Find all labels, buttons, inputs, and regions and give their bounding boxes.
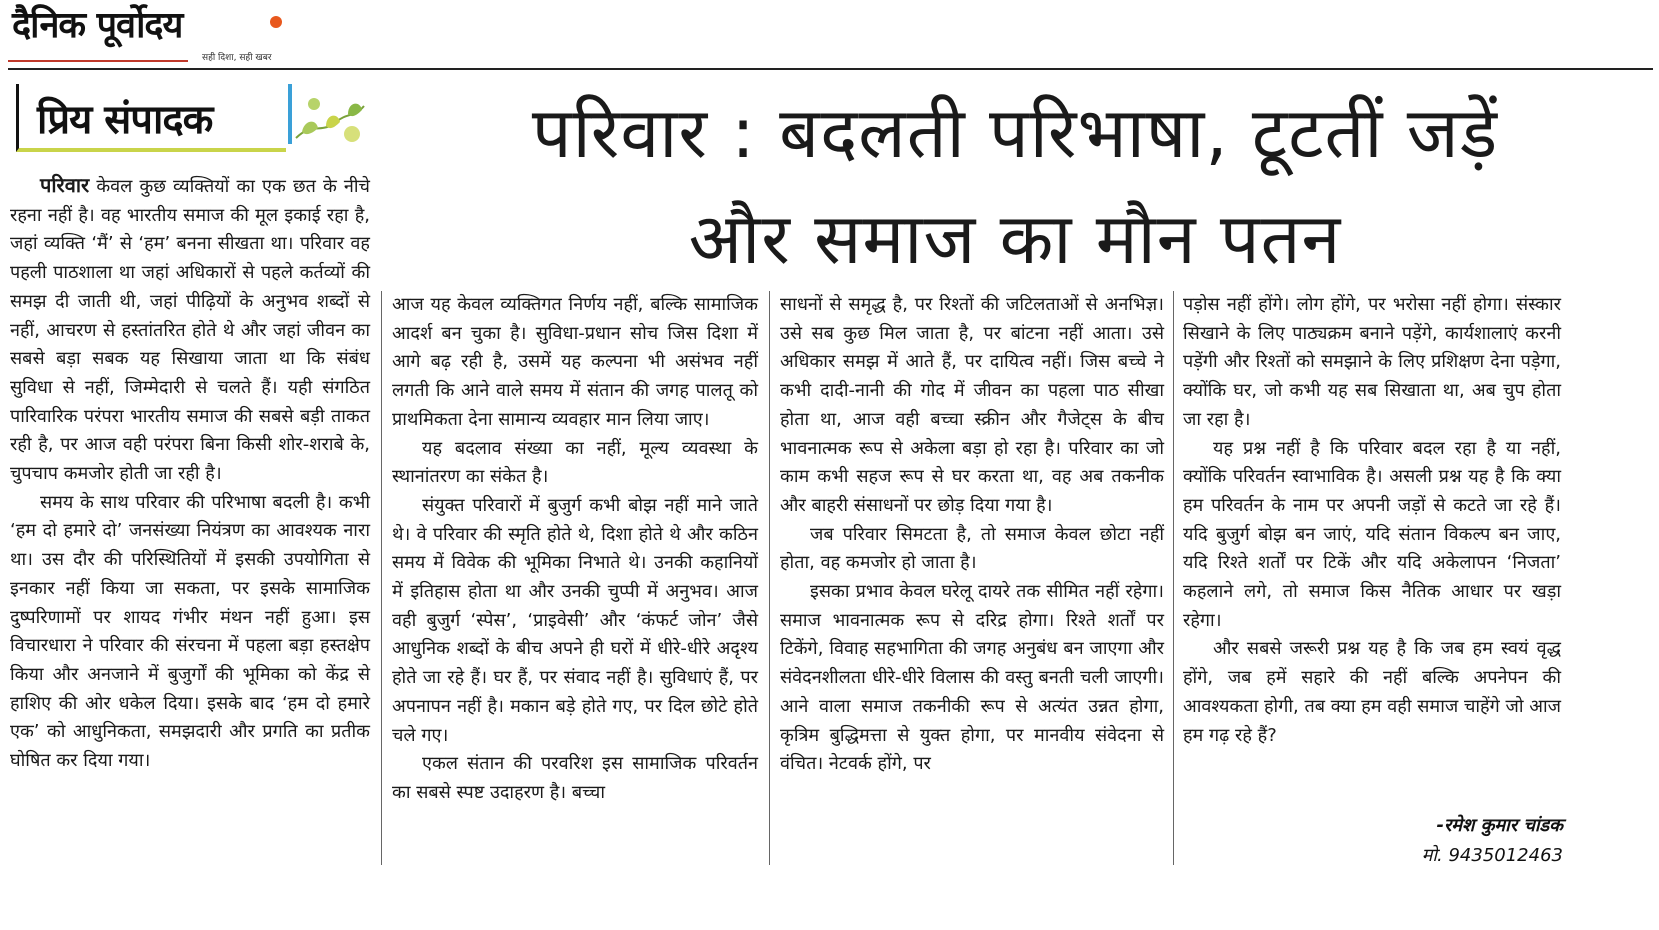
paragraph: साधनों से समृद्ध है, पर रिश्तों की जटिलताओं से अनभिज्ञ। उसे सब कुछ मिल जाता है, पर बांटना नहीं आता। उसे अधिकार समझ में आते हैं, पर दायित्व नहीं। जिस बच्चे ने कभी दादी-नानी की गोद में जीवन का पहला पाठ सीखा होता था, आज वही बच्चा स्क्रीन और गैजेट्स के बीच भावनात्मक रूप से अकेला बड़ा हो रहा है। परिवार का जो काम कभी सहज रूप से घर करता था, वह अब तकनीक और बाहरी संसाधनों पर छोड़ दिया गया है।	[780, 294, 1164, 516]
masthead-accent-rule	[8, 60, 188, 62]
paragraph: यह बदलाव संख्या का नहीं, मूल्य व्यवस्था के स्थानांतरण का संकेत है।	[392, 437, 758, 488]
paragraph: यह प्रश्न नहीं है कि परिवार बदल रहा है या नहीं, क्योंकि परिवर्तन स्वाभाविक है। असली प्रश्न यह है कि क्या हम परिवर्तन के नाम पर अपनी जड़ों से कटते जा रहे हैं। यदि बुजुर्ग बोझ बन जाएं, यदि संतान विकल्प बन जाए, यदि रिश्ते शर्तों पर टिकें और यदि अकेलापन ‘निजता’ कहलाने लगे, तो समाज किस नैतिक आधार पर खड़ा रहेगा।	[1183, 437, 1561, 631]
paragraph: इसका प्रभाव केवल घरेलू दायरे तक सीमित नहीं रहेगा। समाज भावनात्मक रूप से दरिद्र होगा। रिश्ते शर्तों पर टिकेंगे, विवाह सहभागिता की जगह अनुबंध बन जाएगा और संवेदनशीलता धीरे-धीरे विलास की वस्तु बनती चली जाएगी। आने वाला समाज तकनीकी रूप से अत्यंत उन्नत होगा, कृत्रिम बुद्धिमत्ता से युक्त होगा, पर मानवीय संवेदना से वंचित। नेटवर्क होंगे, पर	[780, 581, 1164, 775]
paragraph: और सबसे जरूरी प्रश्न यह है कि जब हम स्वयं वृद्ध होंगे, जब हमें सहारे की नहीं बल्कि अपनेपन की आवश्यकता होगी, तब क्या हम वही समाज चाहेंगे जो आज हम गढ़ रहे हैं?	[1183, 638, 1561, 746]
author-phone: मो. 9435012463	[1421, 845, 1563, 866]
orange-dot-icon	[270, 16, 282, 28]
newspaper-title: दैनिक पूर्वोदय	[12, 5, 183, 46]
lead-word: परिवार	[40, 173, 90, 197]
masthead	[12, 4, 312, 66]
paragraph: जब परिवार सिमटता है, तो समाज केवल छोटा नहीं होता, वह कमजोर हो जाता है।	[780, 523, 1164, 574]
paragraph-text: केवल कुछ व्यक्तियों का एक छत के नीचे रहना नहीं है। वह भारतीय समाज की मूल इकाई रहा है, जहां व्यक्ति ‘मैं’ से ‘हम’ बनना सीखता था। परिवार वह पहली पाठशाला था जहां अधिकारों से पहले कर्तव्यों की समझ दी जाती थी, जहां पीढ़ियों के अनुभव शब्दों से नहीं, आचरण से हस्तांतरित होते थे और जहां जीवन का सबसे बड़ा सबक यह सिखाया जाता था कि संबंध सुविधा से नहीं, जिम्मेदारी से चलते हैं। यही संगठित पारिवारिक परंपरा भारतीय समाज की सबसे बड़ी ताकत रही है, पर आज वही परंपरा बिना किसी शोर-शराबे के, चुपचाप कमजोर होती जा रही है।	[10, 176, 370, 485]
paragraph: एकल संतान की परवरिश इस सामाजिक परिवर्तन का सबसे स्पष्ट उदाहरण है। बच्चा	[392, 753, 758, 803]
column-divider	[381, 291, 382, 865]
headline-line-2: और समाज का मौन पतन	[688, 198, 1342, 280]
masthead-rule	[8, 68, 1653, 70]
paragraph: आज यह केवल व्यक्तिगत निर्णय नहीं, बल्कि सामाजिक आदर्श बन चुका है। सुविधा-प्रधान सोच जिस दिशा में आगे बढ़ रही है, उसमें यह कल्पना भी असंभव नहीं लगती कि आने वाले समय में संतान की जगह पालतू को प्राथमिकता देना सामान्य व्यवहार मान लिया जाए।	[392, 294, 758, 430]
paragraph: संयुक्त परिवारों में बुजुर्ग कभी बोझ नहीं माने जाते थे। वे परिवार की स्मृति होते थे, दिशा होते थे और कठिन समय में विवेक की भूमिका निभाते थे। उनकी कहानियों में इतिहास होता था और उनकी चुप्पी में अनुभव। आज वही बुजुर्ग ‘स्पेस’, ‘प्राइवेसी’ और ‘कंफर्ट जोन’ जैसे आधुनिक शब्दों के बीच अपने ही घरों में धीरे-धीरे अदृश्य होते जा रहे हैं। घर हैं, पर संवाद नहीं है। सुविधाएं हैं, पर अपनापन नहीं है। मकान बड़े होते गए, पर दिल छोटे होते चले गए।	[392, 494, 758, 746]
headline	[380, 80, 1650, 292]
article-column-1	[10, 171, 370, 776]
paragraph	[10, 171, 370, 489]
article-column-4	[1183, 291, 1561, 750]
article-column-3	[780, 291, 1164, 779]
paragraph: समय के साथ परिवार की परिभाषा बदली है। कभी ‘हम दो हमारे दो’ जनसंख्या नियंत्रण का आवश्यक नारा था। उस दौर की परिस्थितियों में इसकी उपयोगिता से इनकार नहीं किया जा सकता, पर इसके सामाजिक दुष्परिणामों पर शायद गंभीर मंथन नहीं हुआ। इस विचारधारा ने परिवार की संरचना में पहला बड़ा हस्तक्षेप किया और अनजाने में बुजुर्गों की भूमिका को केंद्र से हाशिए की ओर धकेल दिया। इसके बाद ‘हम दो हमारे एक’ को आधुनिकता, समझदारी और प्रगति का प्रतीक घोषित कर दिया गया।	[10, 491, 370, 772]
column-divider	[1173, 291, 1174, 865]
section-header	[16, 84, 286, 152]
article-column-2	[392, 291, 758, 808]
section-label: प्रिय संपादक	[37, 97, 213, 143]
paragraph: पड़ोस नहीं होंगे। लोग होंगे, पर भरोसा नहीं होगा। संस्कार सिखाने के लिए पाठ्यक्रम बनाने पड़ेंगे, कार्यशालाएं करनी पड़ेंगी और रिश्तों को समझाने के लिए प्रशिक्षण देना पड़ेगा, क्योंकि घर, जो कभी यह सब सिखाता था, अब चुप होता जा रहा है।	[1183, 294, 1561, 430]
leaf-vine-icon	[292, 82, 368, 152]
newspaper-tagline: सही दिशा, सही खबर	[202, 53, 272, 63]
column-divider	[769, 291, 770, 865]
headline-line-1: परिवार : बदलती परिभाषा, टूटतीं जड़ें	[531, 92, 1499, 174]
author-signature: -रमेश कुमार चांडक	[1436, 815, 1563, 836]
